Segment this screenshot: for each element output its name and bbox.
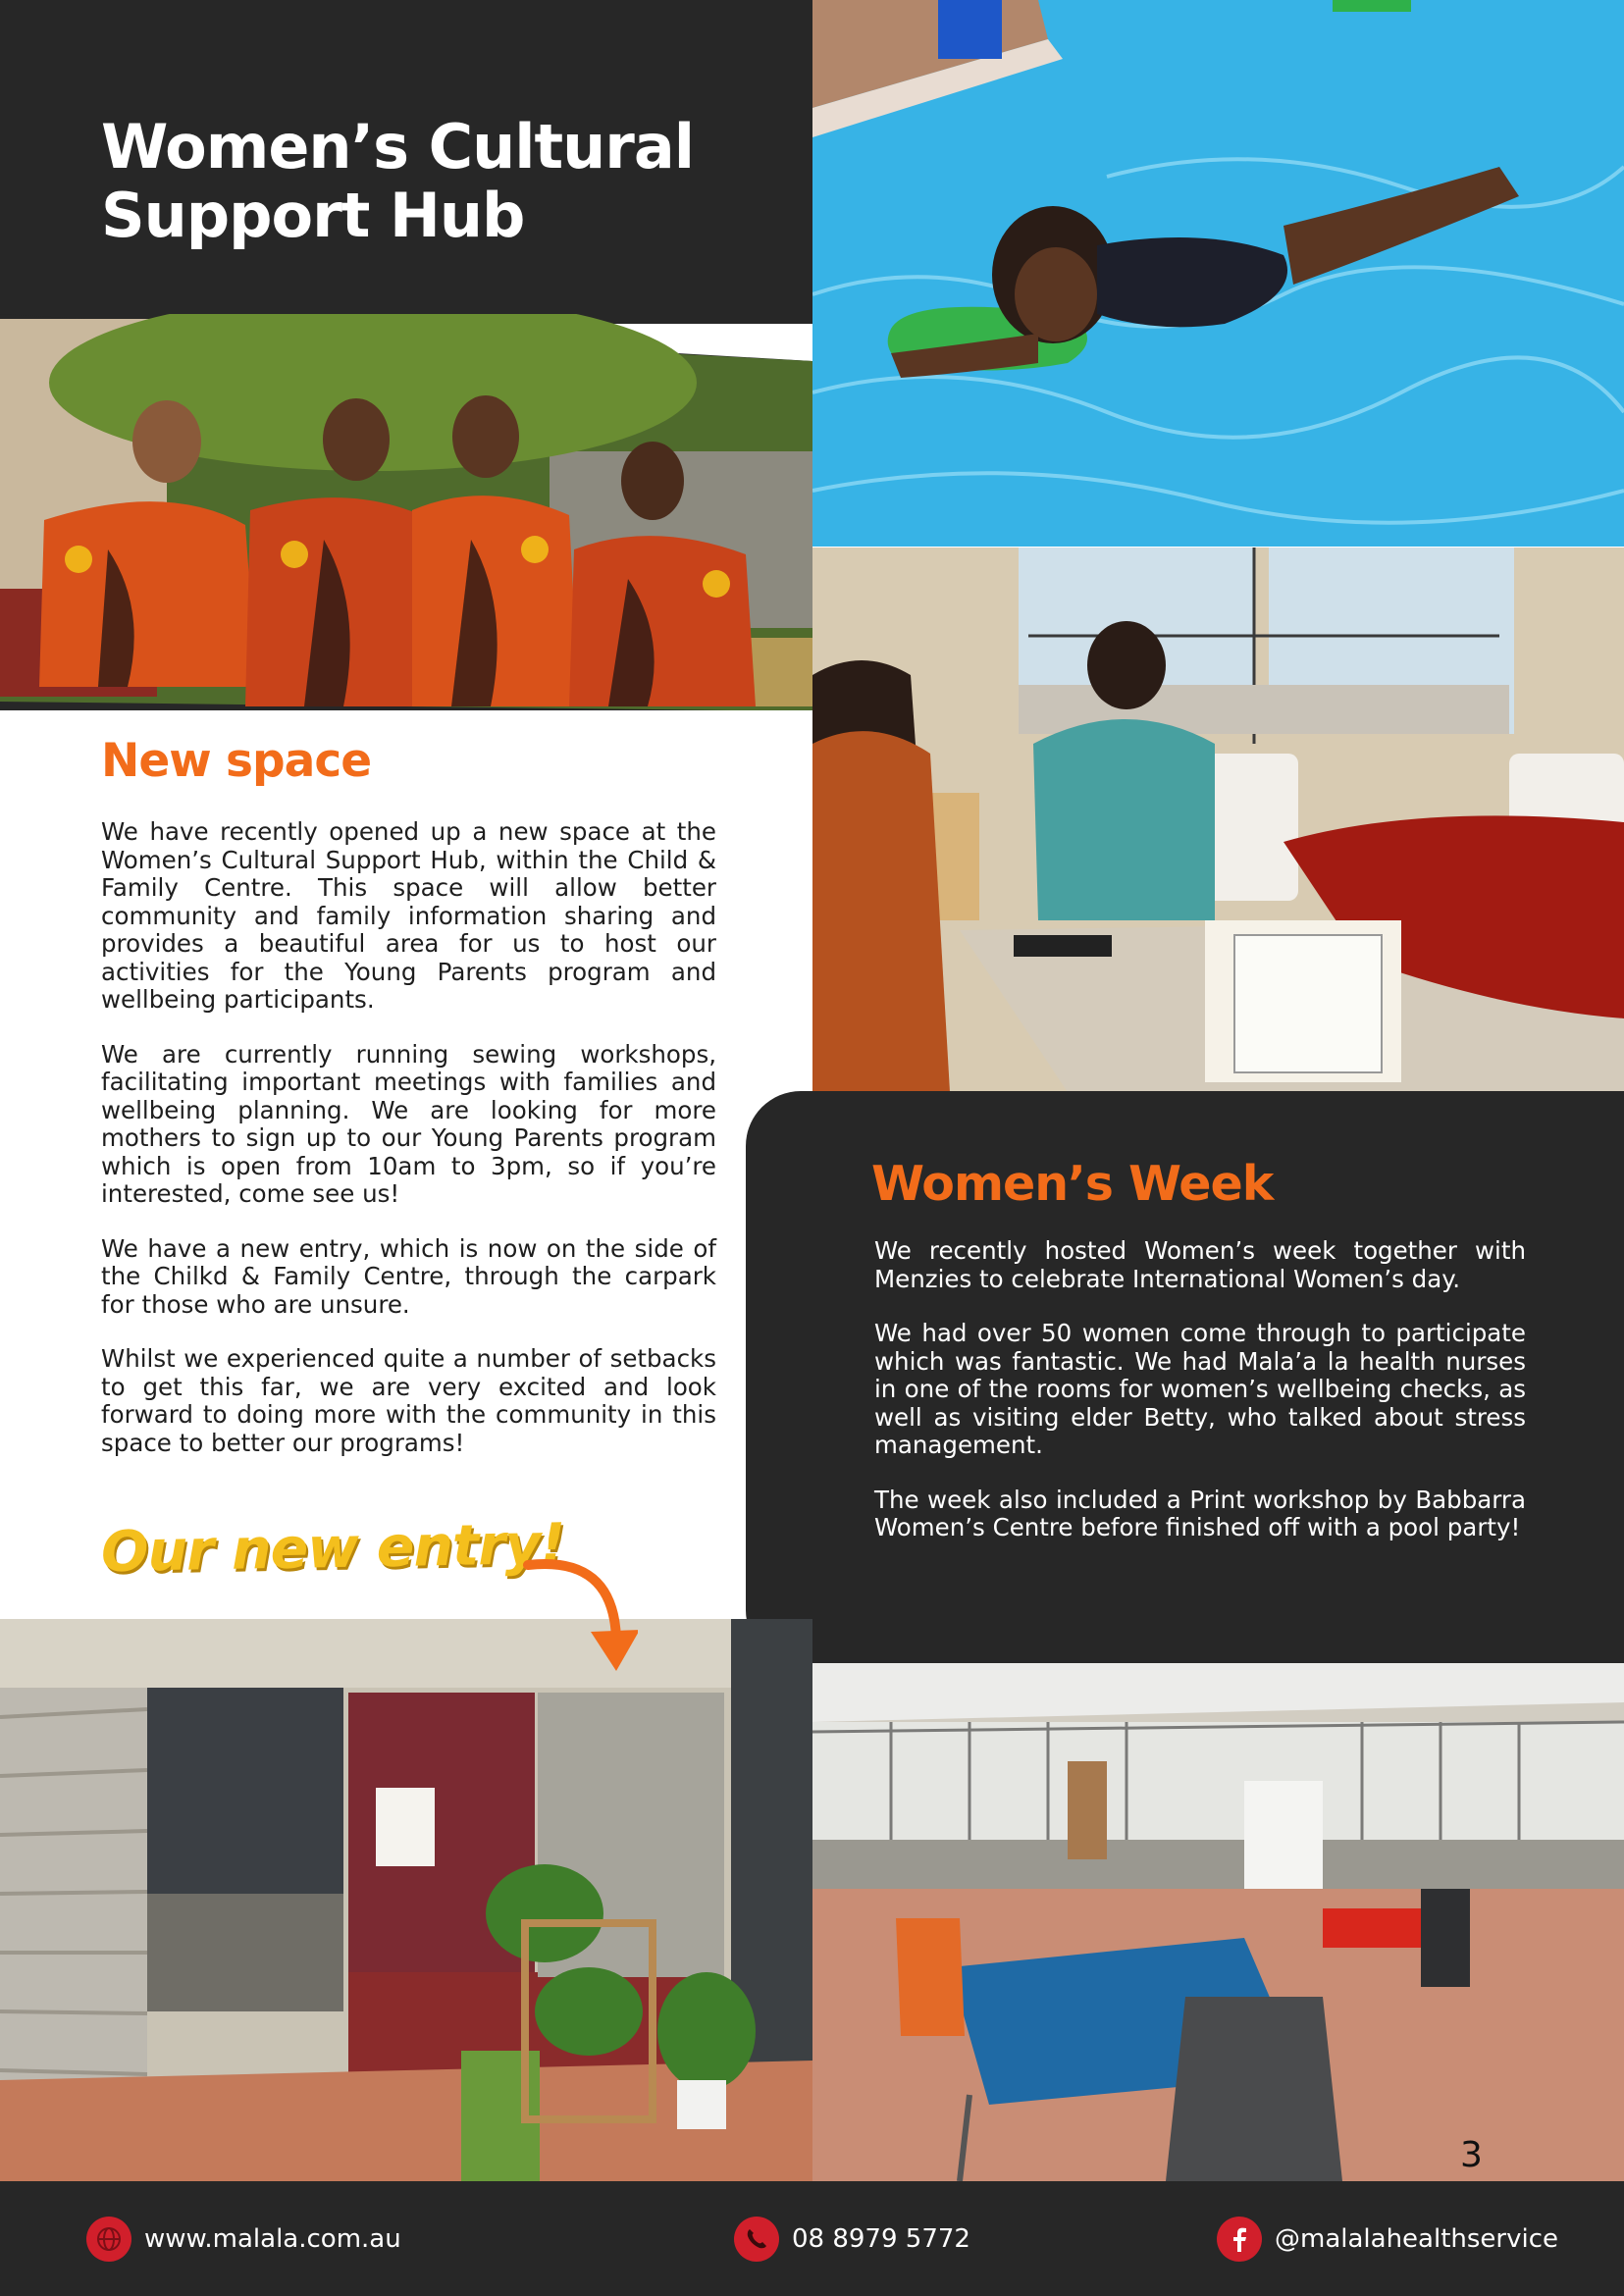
- womens-week-paragraph-3: The week also included a Print workshop by Babbarra Women’s Centre before finished off with a pool party!: [874, 1485, 1526, 1541]
- pool-photo: [812, 0, 1624, 547]
- new-entry-photo: [0, 1619, 812, 2181]
- new-space-heading: New space: [101, 734, 372, 788]
- womens-week-paragraph-1: We recently hosted Women’s week together with Menzies to celebrate International Women’s day.: [874, 1236, 1526, 1293]
- new-space-body: [101, 818, 716, 1484]
- page-number: 3: [1460, 2135, 1483, 2175]
- womens-week-heading: Women’s Week: [871, 1156, 1274, 1212]
- phone-text: 08 8979 5772: [792, 2224, 970, 2254]
- staff-group-photo: [0, 314, 812, 710]
- womens-week-body: [874, 1237, 1526, 1569]
- new-space-paragraph-3: We have a new entry, which is now on the side of the Chilkd & Family Centre, through the carpark for those who are unsure.: [101, 1233, 716, 1319]
- curved-arrow-icon: [520, 1545, 638, 1693]
- new-space-paragraph-4: Whilst we experienced quite a number of setbacks to get this far, we are very excited and look forward to doing more with the community in this space to better our programs!: [101, 1344, 716, 1457]
- footer-phone-link[interactable]: [734, 2215, 970, 2264]
- womens-week-paragraph-2: We had over 50 women come through to participate which was fantastic. We had Mala’a la health nurses in one of the rooms for women’s wellbeing checks, as well as visiting elder Betty, who talked about stress management.: [874, 1319, 1526, 1459]
- website-text: www.malala.com.au: [144, 2224, 401, 2254]
- new-space-paragraph-1: We have recently opened up a new space at the Women’s Cultural Support Hub, within the Child & Family Centre. This space will allow better community and family information sharing and provides a beautiful area for us to host our activities for the Young Parents program and wellbeing participants.: [101, 817, 716, 1014]
- title-line-1: Women’s Cultural: [101, 111, 694, 183]
- new-space-room-photo: [812, 1663, 1624, 2181]
- title-line-2: Support Hub: [101, 180, 525, 251]
- phone-icon: [734, 2217, 779, 2262]
- globe-icon: [86, 2217, 131, 2262]
- facebook-text: @malalahealthservice: [1275, 2224, 1559, 2254]
- sewing-workshop-photo: [812, 548, 1624, 1092]
- footer-website-link[interactable]: [86, 2215, 401, 2264]
- new-space-paragraph-2: We are currently running sewing workshops, facilitating important meetings with families and wellbeing planning. We are looking for more mothers to sign up to our Young Parents program which is open from 10am to 3pm, so if you’re interested, come see us!: [101, 1039, 716, 1208]
- new-entry-label: Our new entry!: [100, 1511, 566, 1586]
- page-title: [101, 113, 788, 250]
- footer-facebook-link[interactable]: [1217, 2215, 1558, 2264]
- facebook-icon: [1217, 2217, 1262, 2262]
